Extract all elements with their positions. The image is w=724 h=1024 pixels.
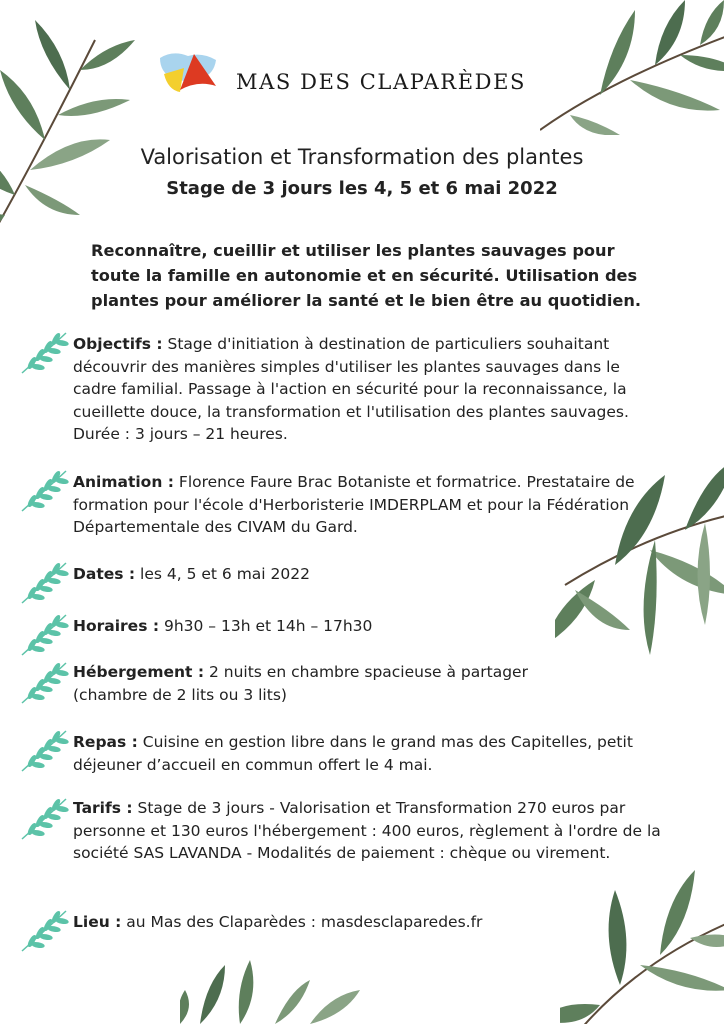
- brand-name: MAS DES CLAPARÈDES: [236, 70, 526, 94]
- section-text: Cuisine en gestion libre dans le grand mas des Capitelles, petit déjeuner d’accueil en commun offert le 4 mai.: [73, 733, 633, 774]
- page-subtitle: Stage de 3 jours les 4, 5 et 6 mai 2022: [166, 178, 558, 199]
- sprig-icon: [18, 657, 70, 707]
- sprig-icon: [18, 793, 70, 843]
- sprig-icon: [18, 327, 70, 377]
- section-repas: [73, 731, 663, 776]
- section-text: 9h30 – 13h et 14h – 17h30: [163, 617, 373, 635]
- leaf-branch-top-right: [540, 0, 724, 135]
- section-label: Hébergement :: [73, 663, 205, 681]
- section-label: Tarifs :: [73, 799, 133, 817]
- section-objectifs: [73, 333, 663, 446]
- section-hebergement: [73, 661, 593, 706]
- section-text: au Mas des Claparèdes : masdesclaparedes.fr: [126, 913, 483, 931]
- section-text: les 4, 5 et 6 mai 2022: [140, 565, 310, 583]
- logo-icon: [158, 50, 218, 96]
- sprig-icon: [18, 465, 70, 515]
- sprig-icon: [18, 557, 70, 607]
- leaf-branch-bottom-center: [180, 960, 380, 1024]
- section-tarifs: [73, 797, 663, 865]
- section-label: Horaires :: [73, 617, 160, 635]
- section-dates: [73, 563, 663, 586]
- section-text: Stage de 3 jours - Valorisation et Transformation 270 euros par personne et 130 euros l'hébergement : 400 euros, règlement à l'ordre de la société SAS LAVANDA - Modalités de paiement : chèque ou virement.: [73, 799, 661, 862]
- section-lieu: [73, 911, 663, 934]
- section-text: Florence Faure Brac Botaniste et formatrice. Prestataire de formation pour l'école d'Herboristerie IMDERPLAM et pour la Fédération Départementale des CIVAM du Gard.: [73, 473, 635, 536]
- leaf-branch-bottom-right: [560, 860, 724, 1024]
- section-label: Animation :: [73, 473, 174, 491]
- section-text: Stage d'initiation à destination de particuliers souhaitant découvrir des manières simples d'utiliser les plantes sauvages dans le cadre familial. Passage à l'action en sécurité pour la reconnaissance, la cueillette douce, la transformation et l'utilisation des plantes sauvages. Durée : 3 jours – 21 heures.: [73, 335, 629, 443]
- section-label: Dates :: [73, 565, 136, 583]
- page-title: Valorisation et Transformation des plantes: [140, 145, 584, 169]
- section-horaires: [73, 615, 663, 638]
- section-animation: [73, 471, 663, 539]
- section-label: Lieu :: [73, 913, 122, 931]
- intro-paragraph: Reconnaître, cueillir et utiliser les plantes sauvages pour toute la famille en autonomie et en sécurité. Utilisation des plantes pour améliorer la santé et le bien être au quotidien.: [91, 241, 642, 310]
- sprig-icon: [18, 609, 70, 659]
- section-label: Objectifs :: [73, 335, 163, 353]
- section-label: Repas :: [73, 733, 138, 751]
- section-text: 2 nuits en chambre spacieuse à partager (chambre de 2 lits ou 3 lits): [73, 663, 528, 704]
- sprig-icon: [18, 725, 70, 775]
- leaf-branch-top-left: [0, 0, 150, 250]
- sprig-icon: [18, 905, 70, 955]
